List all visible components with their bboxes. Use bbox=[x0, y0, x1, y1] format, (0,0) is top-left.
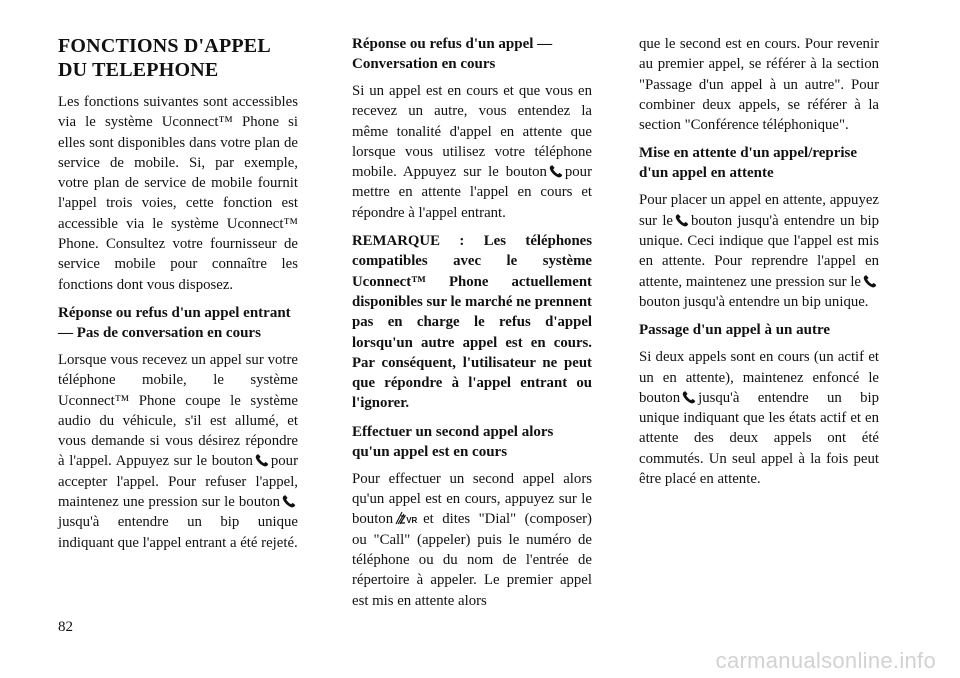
text-fragment: Pour placer un appel en attente, appuyez sur le bbox=[639, 192, 879, 229]
section-heading-call-in-progress: Réponse ou refus d'un appel — Conversation en cours bbox=[352, 36, 553, 72]
text-fragment: pour mettre en attente l'appel en cours et répondre à l'appel entrant. bbox=[352, 164, 592, 221]
section-heading-switch-call: Passage d'un appel à un autre bbox=[639, 322, 831, 339]
phone-icon bbox=[255, 454, 269, 467]
column-1 bbox=[58, 34, 298, 561]
text-fragment: Si deux appels sont en cours (un actif et un en attente), maintenez enfoncé le bouton bbox=[639, 349, 879, 406]
section-heading-incoming-call: Réponse ou refus d'un appel entrant — Pas de conversation en cours bbox=[58, 304, 291, 341]
voice-recognition-icon bbox=[395, 511, 421, 525]
svg-text:VR: VR bbox=[406, 516, 418, 526]
phone-icon bbox=[863, 275, 877, 288]
phone-icon bbox=[675, 214, 689, 227]
column-3 bbox=[639, 34, 879, 497]
continuation-paragraph: que le second est en cours. Pour revenir au premier appel, se référer à la section "Passage d'un appel à un autre". Pour combiner deux appels, se référer à la section "Conférence téléphonique". bbox=[639, 36, 879, 134]
text-fragment: pour accepter l'appel. Pour refuser l'appel, maintenez une pression sur le bouton bbox=[58, 453, 298, 511]
phone-icon bbox=[549, 165, 563, 178]
section-heading-hold: Mise en attente d'un appel/reprise d'un appel en attente bbox=[639, 145, 858, 182]
phone-icon bbox=[282, 495, 296, 508]
text-fragment: Si un appel est en cours et que vous en recevez un autre, vous entendez la même tonalité d'appel en attente que lorsque vous utilisez votre téléphone mobile. Appuyez sur le bouton bbox=[352, 83, 592, 181]
note-paragraph: REMARQUE : Les téléphones compatibles avec le système Uconnect™ Phone actuellement disponibles sur le marché ne prennent pas en charge le refus d'appel lorsqu'un autre appel est en cours. Par conséquent, l'utilisateur ne peut que répondre à l'appel entrant ou l'ignorer. bbox=[352, 233, 592, 412]
text-fragment: jusqu'à entendre un bip unique indiquant que les états actif et en attente des deux appels ont été commutés. Un seul appel à la fois peut être placé en attente. bbox=[639, 389, 879, 488]
text-fragment: Pour effectuer un second appel alors qu'un appel est en cours, appuyez sur le bouton bbox=[352, 470, 592, 528]
page-title: FONCTIONS D'APPEL DU TELEPHONE bbox=[58, 35, 270, 81]
text-fragment: bouton jusqu'à entendre un bip unique. bbox=[639, 293, 869, 310]
section-heading-second-call: Effectuer un second appel alors qu'un appel est en cours bbox=[352, 423, 554, 460]
text-fragment: et dites "Dial" (composer) ou "Call" (appeler) puis le numéro de téléphone ou du nom de l'entrée de répertoire à appeler. Le premier appel est mis en attente alors bbox=[352, 511, 592, 609]
watermark: carmanualsonline.info bbox=[715, 648, 936, 673]
switch-call-paragraph bbox=[639, 347, 879, 489]
second-call-paragraph bbox=[352, 469, 592, 611]
phone-icon bbox=[682, 391, 696, 404]
page-number: 82 bbox=[58, 619, 73, 635]
column-2 bbox=[352, 34, 592, 619]
intro-paragraph: Les fonctions suivantes sont accessibles via le système Uconnect™ Phone si elles sont disponibles dans votre plan de service de mobile. Si, par exemple, votre plan de service de mobile fournit l'appel trois voies, cette fonction est accessible via le système Uconnect™ Phone. Consultez votre fournisseur de service mobile pour connaître les fonctions dont vous disposez. bbox=[58, 94, 298, 293]
text-fragment: bouton jusqu'à entendre un bip unique. Ceci indique que l'appel est mis en attente. Pour reprendre l'appel en attente, maintenez une pression sur le bbox=[639, 212, 879, 290]
text-fragment: Lorsque vous recevez un appel sur votre téléphone mobile, le système Uconnect™ Phone coupe le système audio du véhicule, s'il est allumé, et vous demande si vous désirez répondre à l'appel. Appuyez sur le bouton bbox=[58, 351, 298, 470]
incoming-call-paragraph bbox=[58, 350, 298, 553]
call-waiting-paragraph bbox=[352, 81, 592, 223]
text-fragment: jusqu'à entendre un bip unique indiquant que l'appel entrant a été rejeté. bbox=[58, 514, 298, 551]
hold-paragraph bbox=[639, 190, 879, 312]
